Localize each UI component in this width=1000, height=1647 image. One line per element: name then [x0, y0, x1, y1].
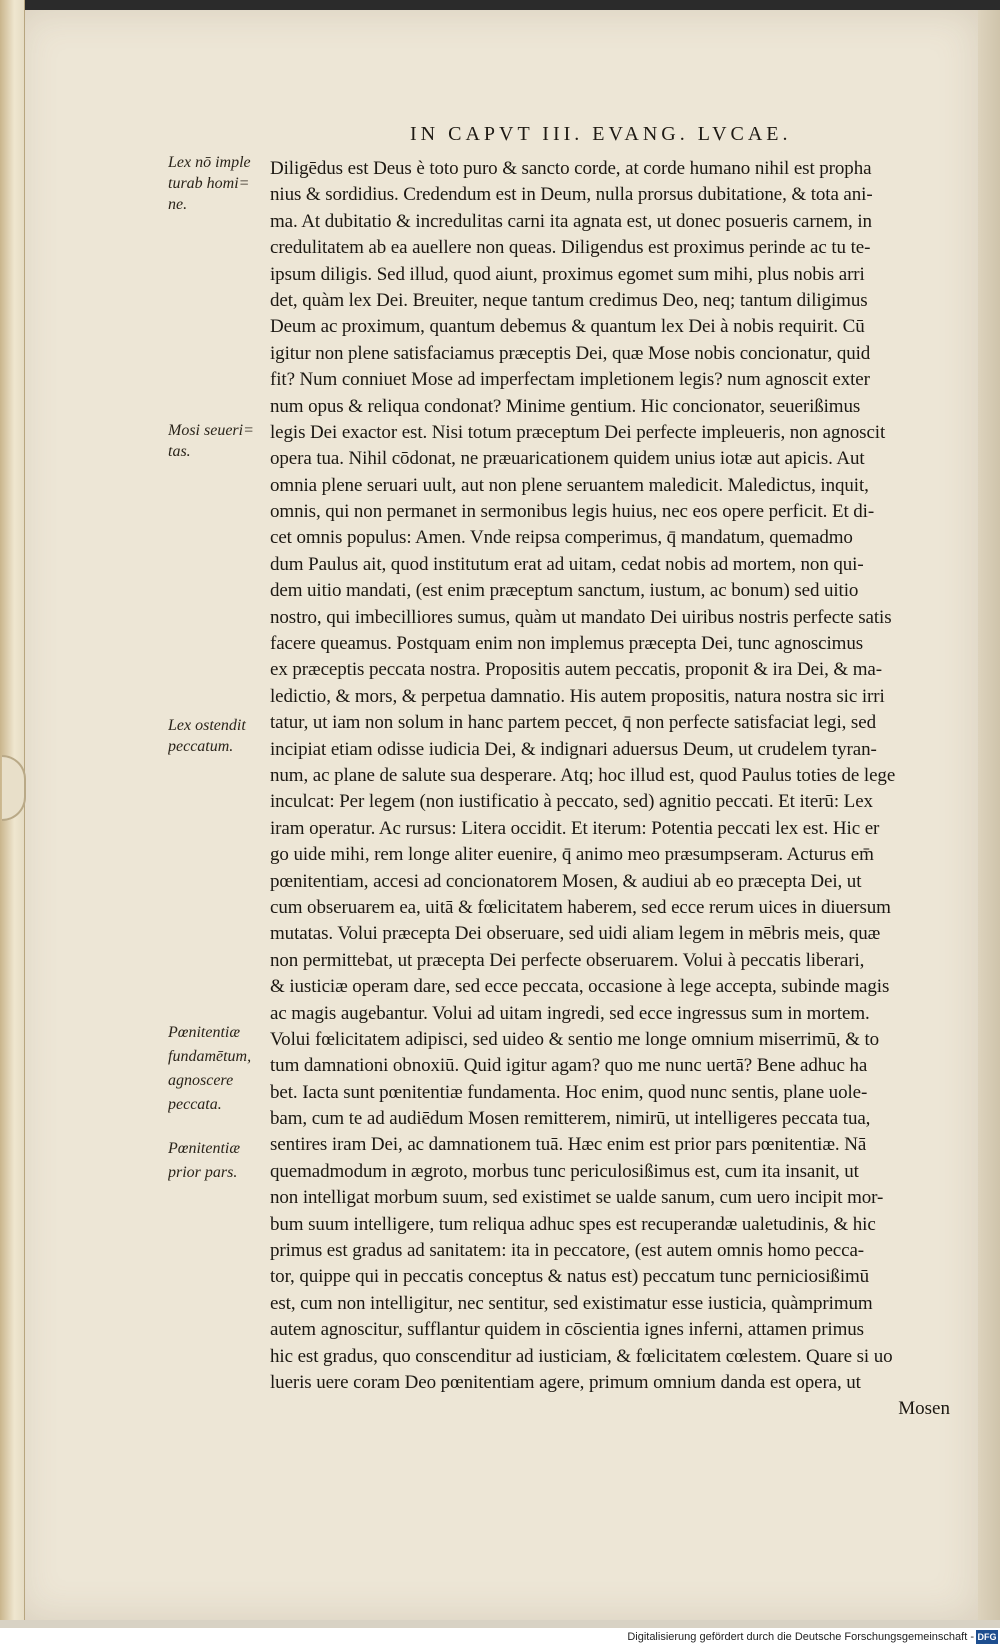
body-line: ac magis augebantur. Volui ad uitam ingredi, sed ecce ingressus sum in mortem.	[270, 1002, 870, 1024]
body-line: legis Dei exactor est. Nisi totum præceptum Dei perfecte impleueris, non agnoscit	[270, 421, 886, 443]
body-line: facere queamus. Postquam enim non implemus præcepta Dei, tunc agnoscimus	[270, 633, 863, 655]
body-line: nostro, qui imbecilliores sumus, quàm ut mandato Dei uiribus nostris perfecte satis	[270, 606, 892, 628]
marginal-note-line: prior pars.	[168, 1164, 238, 1181]
body-line: tor, quippe qui in peccatis conceptus & natus est) peccatum tunc perniciosißimū	[270, 1266, 870, 1288]
marginal-note-line: turab homi=	[168, 175, 250, 192]
body-line: fit? Num conniuet Mose ad imperfectam impletionem legis? num agnoscit exter	[270, 369, 870, 391]
body-line: cum obseruarem ea, uitā & fœlicitatem haberem, sed ecce rerum uices in diuersum	[270, 896, 891, 918]
body-line: bum suum intelligere, tum reliqua adhuc spes est recuperandæ ualetudinis, & hic	[270, 1213, 876, 1235]
dfg-logo-icon: DFG	[977, 1632, 997, 1642]
body-line: pœnitentiam, accesi ad concionatorem Mosen, & audiui ab eo præcepta Dei, ut	[270, 870, 862, 892]
body-line: tum damnationi obnoxiū. Quid igitur agam? quo me nunc uertā? Bene adhuc ha	[270, 1055, 868, 1077]
body-line: opera tua. Nihil cōdonat, ne præuaricationem quidem unius iotæ aut apicis. Aut	[270, 448, 865, 470]
body-line: num opus & reliqua condonat? Minime gentium. Hic concionator, seuerißimus	[270, 395, 861, 417]
body-line: lueris uere coram Deo pœnitentiam agere, primum omnium danda est opera, ut	[270, 1371, 861, 1393]
marginal-note-mosi-severitas	[168, 420, 268, 462]
marginal-note-lex-non-impletur	[168, 152, 268, 215]
body-line: ma. At dubitatio & incredulitas carni ita agnata est, ut donec posueris carnem, in	[270, 210, 872, 232]
body-line: Volui fœlicitatem adipisci, sed uideo & sentio me longe omnium miserrimū, & to	[270, 1028, 880, 1050]
marginal-note-line: fundamētum,	[168, 1048, 252, 1065]
marginal-note-line: peccatum.	[168, 738, 234, 755]
body-line: autem agnoscitur, sufflantur quidem in cōscientia ignes inferni, attamen primus	[270, 1319, 864, 1341]
marginal-note-line: tas.	[168, 443, 191, 460]
body-line: cet omnis populus: Amen. Vnde reipsa comperimus, q̄ mandatum, quemadmo	[270, 527, 853, 549]
body-line: det, quàm lex Dei. Breuiter, neque tantum credimus Deo, neq; tantum diligimus	[270, 289, 868, 311]
marginal-note-line: peccata.	[168, 1096, 222, 1113]
body-line: omnia plene seruari uult, aut non plene seruantem maledicit. Maledictus, inquit,	[270, 474, 869, 496]
body-line: nius & sordidius. Credendum est in Deum, nulla prorsus dubitatione, & tota ani-	[270, 184, 873, 206]
body-line: est, cum non intelligitur, nec sentitur, sed existimatur esse iusticia, quàmprimum	[270, 1292, 873, 1314]
body-line: num, ac plane de salute sua desperare. Atq; hoc illud est, quod Paulus toties de lege	[270, 764, 896, 786]
marginal-note-line: Pœnitentiæ	[168, 1024, 240, 1041]
body-line: dem uitio mandati, (est enim præceptum sanctum, iustum, ac bonum) sed uitio	[270, 580, 859, 602]
body-line: credulitatem ab ea auellere non queas. Diligendus est proximus perinde ac tu te-	[270, 237, 871, 259]
body-line: bam, cum te ad audiēdum Mosen remitterem, nimirū, ut intelligeres peccata tua,	[270, 1108, 871, 1130]
body-line: ledictio, & mors, & perpetua damnatio. His autem propositis, natura nostra sic irri	[270, 685, 885, 707]
body-line: ex præceptis peccata nostra. Propositis autem peccatis, proponit & ira Dei, & ma-	[270, 659, 882, 681]
body-line: ipsum diligis. Sed illud, quod aiunt, proximus egomet sum mihi, plus nobis arri	[270, 263, 865, 285]
marginal-note-line: Mosi seueri=	[168, 422, 254, 439]
marginal-note-line: agnoscere	[168, 1072, 234, 1089]
catchword: Mosen	[898, 1398, 950, 1420]
body-line: bet. Iacta sunt pœnitentiæ fundamenta. Hoc enim, quod nunc sentis, plane uole-	[270, 1081, 868, 1103]
body-line: & iusticiæ operam dare, sed ecce peccata, occasione à lege accepta, subinde magis	[270, 976, 890, 998]
running-head: IN CAPVT III. EVANG. LVCAE.	[410, 123, 792, 145]
body-line: primus est gradus ad sanitatem: ita in peccatore, (est autem omnis homo pecca-	[270, 1240, 864, 1262]
marginal-note-poenitentiae-prior-pars	[168, 1138, 268, 1186]
body-line: Deum ac proximum, quantum debemus & quantum lex Dei à nobis requirit. Cū	[270, 316, 865, 338]
body-line: hic est gradus, quo conscenditur ad iusticiam, & fœlicitatem cœlestem. Quare si uo	[270, 1345, 893, 1367]
body-line: mutatas. Volui præcepta Dei obseruare, sed uidi aliam legem in mēbris meis, quæ	[270, 923, 881, 945]
marginal-note-line: Lex ostendit	[168, 717, 246, 734]
body-line: iram operatur. Ac rursus: Litera occidit. Et iterum: Potentia peccati lex est. Hic er	[270, 817, 880, 839]
marginal-note-lex-ostendit	[168, 715, 268, 757]
funding-notice: Digitalisierung gefördert durch die Deutsche Forschungsgemeinschaft -	[627, 1631, 974, 1643]
body-line: non intelligat morbum suum, sed existimet se ualde sanum, cum uero incipit mor-	[270, 1187, 884, 1209]
body-line: igitur non plene satisfaciamus præceptis Dei, quæ Mose nobis concionatur, quid	[270, 342, 871, 364]
body-line: tatur, ut iam non solum in hanc partem peccet, q̄ non perfecte satisfaciat legi, sed	[270, 712, 876, 734]
body-line: sentires iram Dei, ac damnationem tuā. Hæc enim est prior pars pœnitentiæ. Nā	[270, 1134, 867, 1156]
body-line: inculcat: Per legem (non iustificatio à peccato, sed) agnitio peccati. Et iterū: Lex	[270, 791, 873, 813]
body-line: go uide mihi, rem longe aliter euenire, q̄ animo meo præsumpseram. Acturus em̄	[270, 844, 874, 866]
marginal-note-line: Pœnitentiæ	[168, 1140, 240, 1157]
marginal-note-line: Lex nō imple	[168, 154, 251, 171]
body-line: Diligēdus est Deus è toto puro & sancto corde, at corde humano nihil est propha	[270, 158, 872, 179]
body-line: non permittebat, ut præcepta Dei perfecte obseruarem. Volui à peccatis liberari,	[270, 949, 865, 971]
page-edge	[978, 10, 1000, 1620]
body-line: incipiat etiam odisse iudicia Dei, & indignari aduersus Deum, ut crudelem tyran-	[270, 738, 877, 760]
marginal-note-line: ne.	[168, 196, 188, 213]
body-line: dum Paulus ait, quod institutum erat ad uitam, cedat nobis ad mortem, non qui-	[270, 553, 864, 575]
body-line: omnis, qui non permanet in sermonibus legis huius, nec eos opere perficit. Et di-	[270, 501, 875, 523]
marginal-note-poenitentiae-fundamentum	[168, 1022, 268, 1118]
body-text	[270, 156, 950, 1423]
body-line: quemadmodum in ægroto, morbus tunc periculosißimus est, cum ita insanit, ut	[270, 1160, 859, 1182]
